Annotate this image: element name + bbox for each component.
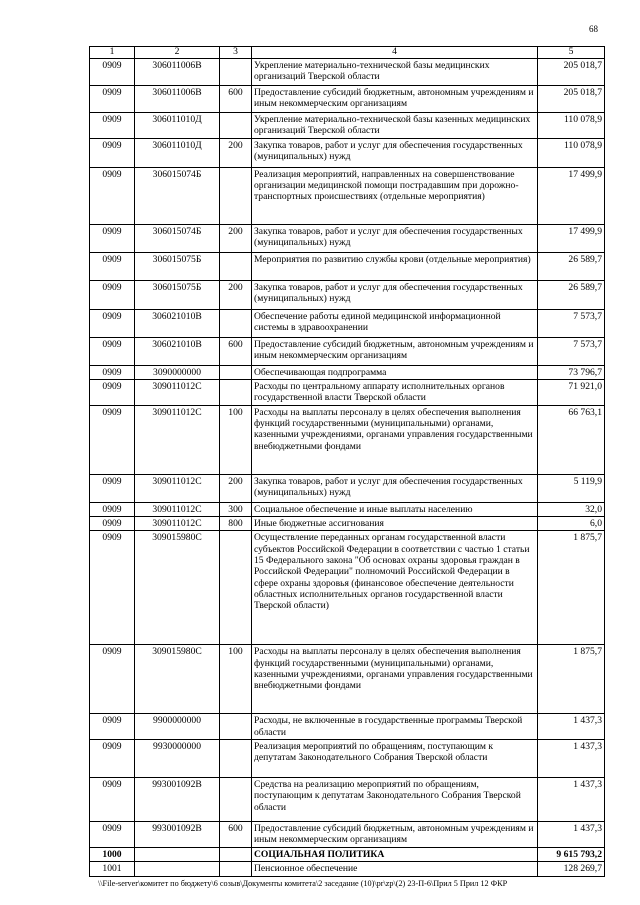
table-row [90,778,605,822]
cell-expense-type: 200 [220,224,252,252]
cell-target-article: 306015074Б [135,224,220,252]
cell-razdel: 0909 [90,531,135,645]
cell-razdel: 0909 [90,138,135,167]
cell-name: Закупка товаров, работ и услуг для обеспечения государственных (муниципальных) нужд [252,224,538,252]
col-header-1: 1 [90,47,135,59]
cell-name: Закупка товаров, работ и услуг для обеспечения государственных (муниципальных) нужд [252,280,538,309]
table-row [90,405,605,474]
col-header-3: 3 [220,47,252,59]
cell-razdel: 0909 [90,85,135,112]
cell-expense-type: 100 [220,405,252,474]
cell-amount: 9 615 793,2 [538,848,605,862]
cell-amount: 205 018,7 [538,85,605,112]
cell-target-article: 3090000000 [135,365,220,379]
cell-amount: 26 589,7 [538,280,605,309]
cell-expense-type: 600 [220,85,252,112]
cell-target-article: 306011010Д [135,112,220,138]
table-row [90,280,605,309]
table-header-row [90,47,605,59]
cell-expense-type [220,309,252,337]
cell-expense-type: 800 [220,517,252,531]
cell-target-article: 309015980С [135,531,220,645]
cell-name: Расходы, не включенные в государственные программы Тверской области [252,714,538,740]
table-row [90,740,605,778]
cell-expense-type [220,531,252,645]
cell-amount: 110 078,9 [538,138,605,167]
table-row [90,337,605,365]
cell-razdel: 0909 [90,309,135,337]
cell-razdel: 0909 [90,252,135,280]
cell-target-article [135,862,220,876]
cell-target-article: 309011012С [135,474,220,502]
cell-amount: 1 875,7 [538,531,605,645]
table-row [90,138,605,167]
cell-name: Иные бюджетные ассигнования [252,517,538,531]
budget-table [89,46,605,877]
table-row [90,714,605,740]
cell-amount: 1 437,3 [538,740,605,778]
cell-amount: 1 437,3 [538,778,605,822]
cell-target-article: 993001092В [135,778,220,822]
cell-razdel: 0909 [90,778,135,822]
cell-razdel: 0909 [90,280,135,309]
cell-name: Мероприятия по развитию службы крови (отдельные мероприятия) [252,252,538,280]
cell-target-article: 306021010В [135,309,220,337]
cell-target-article: 9930000000 [135,740,220,778]
col-header-4: 4 [252,47,538,59]
cell-razdel: 0909 [90,224,135,252]
cell-target-article: 306011006В [135,85,220,112]
cell-expense-type: 100 [220,645,252,714]
cell-expense-type: 200 [220,474,252,502]
cell-amount: 1 437,3 [538,822,605,848]
cell-amount: 32,0 [538,502,605,516]
cell-name: Укрепление материально-технической базы медицинских организаций Тверской области [252,58,538,85]
cell-target-article: 309011012С [135,379,220,405]
table-row [90,224,605,252]
table-row [90,848,605,862]
cell-target-article: 309015980С [135,645,220,714]
cell-target-article: 306015074Б [135,167,220,224]
table-row [90,112,605,138]
cell-amount: 7 573,7 [538,309,605,337]
cell-razdel: 0909 [90,379,135,405]
cell-expense-type [220,252,252,280]
cell-amount: 6,0 [538,517,605,531]
cell-target-article: 306011006В [135,58,220,85]
cell-razdel: 0909 [90,517,135,531]
cell-amount: 66 763,1 [538,405,605,474]
cell-expense-type [220,714,252,740]
cell-razdel: 1001 [90,862,135,876]
cell-expense-type: 200 [220,280,252,309]
cell-amount: 73 796,7 [538,365,605,379]
cell-expense-type [220,379,252,405]
cell-amount: 5 119,9 [538,474,605,502]
cell-expense-type [220,58,252,85]
table-row [90,645,605,714]
table-row [90,517,605,531]
cell-razdel: 0909 [90,112,135,138]
cell-target-article: 306021010В [135,337,220,365]
col-header-5: 5 [538,47,605,59]
cell-expense-type [220,848,252,862]
cell-name: Предоставление субсидий бюджетным, автономным учреждениям и иным некоммерческим организациям [252,85,538,112]
table-row [90,862,605,876]
cell-expense-type: 200 [220,138,252,167]
cell-amount: 7 573,7 [538,337,605,365]
cell-razdel: 0909 [90,645,135,714]
col-header-2: 2 [135,47,220,59]
cell-target-article: 306011010Д [135,138,220,167]
cell-razdel: 0909 [90,365,135,379]
cell-name: Обеспечивающая подпрограмма [252,365,538,379]
cell-razdel: 0909 [90,714,135,740]
cell-amount: 17 499,9 [538,167,605,224]
cell-expense-type: 600 [220,822,252,848]
cell-name: Реализация мероприятий, направленных на совершенствование организации медицинской помощи пострадавшим при дорожно-транспортных происшествиях (отдельные мероприятия) [252,167,538,224]
cell-razdel: 0909 [90,740,135,778]
table-row [90,58,605,85]
cell-expense-type [220,862,252,876]
cell-name: Укрепление материально-технической базы казенных медицинских организаций Тверской области [252,112,538,138]
cell-amount: 1 875,7 [538,645,605,714]
table-row [90,822,605,848]
cell-expense-type [220,365,252,379]
cell-expense-type [220,112,252,138]
table-row [90,309,605,337]
cell-name: Предоставление субсидий бюджетным, автономным учреждениям и иным некоммерческим организациям [252,822,538,848]
table-row [90,502,605,516]
cell-expense-type [220,740,252,778]
cell-name: Обеспечение работы единой медицинской информационной системы в здравоохранении [252,309,538,337]
page-number: 68 [589,24,598,34]
cell-name: СОЦИАЛЬНАЯ ПОЛИТИКА [252,848,538,862]
cell-target-article: 9900000000 [135,714,220,740]
cell-target-article: 306015075Б [135,280,220,309]
cell-razdel: 0909 [90,337,135,365]
cell-razdel: 0909 [90,167,135,224]
cell-target-article [135,848,220,862]
cell-expense-type: 300 [220,502,252,516]
table-row [90,379,605,405]
cell-name: Пенсионное обеспечение [252,862,538,876]
cell-amount: 110 078,9 [538,112,605,138]
table-row [90,252,605,280]
table-row [90,365,605,379]
cell-name: Предоставление субсидий бюджетным, автономным учреждениям и иным некоммерческим организациям [252,337,538,365]
cell-name: Закупка товаров, работ и услуг для обеспечения государственных (муниципальных) нужд [252,138,538,167]
cell-name: Расходы на выплаты персоналу в целях обеспечения выполнения функций государственными (муниципальными) органами, казенными учреждениями, органами управления государственными внебюджетными фондами [252,645,538,714]
cell-razdel: 1000 [90,848,135,862]
cell-target-article: 306015075Б [135,252,220,280]
cell-expense-type [220,167,252,224]
cell-razdel: 0909 [90,58,135,85]
cell-name: Социальное обеспечение и иные выплаты населению [252,502,538,516]
cell-razdel: 0909 [90,474,135,502]
cell-razdel: 0909 [90,822,135,848]
cell-name: Осуществление переданных органам государственной власти субъектов Российской Федерации в соответствии с частью 1 статьи 15 Федерального закона "Об основах охраны здоровья граждан в Российской Федерации" полномочий Российской Федерации в сфере охраны здоровья (финансовое обеспечение деятельности областных исполнительных органов государственной власти Тверской области) [252,531,538,645]
cell-expense-type [220,778,252,822]
cell-name: Расходы на выплаты персоналу в целях обеспечения выполнения функций государственными (муниципальными) органами, казенными учреждениями, органами управления государственными внебюджетными фондами [252,405,538,474]
footer-file-path: \\File-server\комитет по бюджету\6 созыв\Документы комитета\2 заседание (10)\pr\zp\(2) 23-П-6\Прил 5 Прил 12 ФКР [98,879,508,888]
cell-razdel: 0909 [90,502,135,516]
cell-name: Средства на реализацию мероприятий по обращениям, поступающим к депутатам Законодательного Собрания Тверской области [252,778,538,822]
table-row [90,85,605,112]
cell-expense-type: 600 [220,337,252,365]
cell-razdel: 0909 [90,405,135,474]
cell-name: Расходы по центральному аппарату исполнительных органов государственной власти Тверской области [252,379,538,405]
cell-amount: 1 437,3 [538,714,605,740]
cell-name: Реализация мероприятий по обращениям, поступающим к депутатам Законодательного Собрания Тверской области [252,740,538,778]
cell-amount: 71 921,0 [538,379,605,405]
cell-amount: 205 018,7 [538,58,605,85]
cell-target-article: 309011012С [135,405,220,474]
cell-target-article: 309011012С [135,517,220,531]
cell-target-article: 993001092В [135,822,220,848]
cell-target-article: 309011012С [135,502,220,516]
cell-amount: 17 499,9 [538,224,605,252]
cell-amount: 128 269,7 [538,862,605,876]
cell-name: Закупка товаров, работ и услуг для обеспечения государственных (муниципальных) нужд [252,474,538,502]
cell-amount: 26 589,7 [538,252,605,280]
table-row [90,167,605,224]
table-row [90,531,605,645]
table-row [90,474,605,502]
